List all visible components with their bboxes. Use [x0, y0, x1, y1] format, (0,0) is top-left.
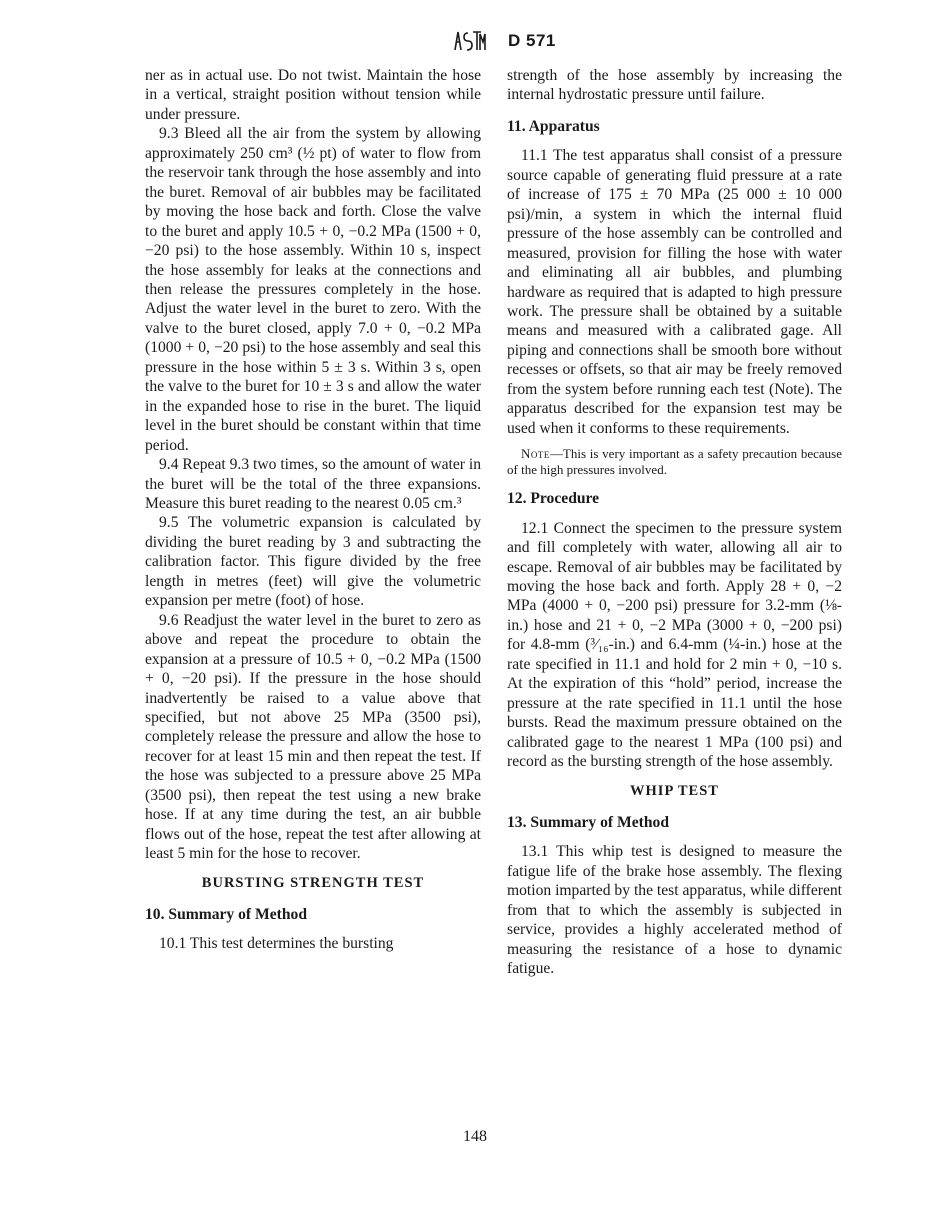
astm-logo-icon — [452, 28, 486, 54]
paragraph-9-4: 9.4 Repeat 9.3 two times, so the amount of water in the buret will be the total of the three expansions. Measure this buret reading to the nearest 0.05 cm.³ — [145, 456, 481, 512]
note-text: —This is very important as a safety precaution because of the high pressures involved. — [507, 446, 842, 477]
note-label: Note — [521, 446, 550, 462]
paragraph-9-5: 9.5 The volumetric expansion is calculated by dividing the buret reading by 3 and subtracting the calibration factor. This figure divided by the free length in metres (feet) will give the volumetric expansion per metre (foot) of hose. — [145, 514, 481, 610]
document-id: D 571 — [508, 31, 556, 50]
left-column — [145, 66, 481, 954]
bursting-strength-heading: BURSTING STRENGTH TEST — [201, 874, 425, 891]
paragraph-10-1: 10.1 This test determines the bursting — [159, 935, 394, 953]
paragraph-10-1-continued: strength of the hose assembly by increasing the internal hydrostatic pressure until failure. — [507, 67, 842, 104]
section-11-heading: 11. Apparatus — [507, 117, 600, 135]
section-10-heading: 10. Summary of Method — [145, 906, 307, 924]
section-13-heading: 13. Summary of Method — [507, 813, 669, 831]
paragraph-9-6: 9.6 Readjust the water level in the buret to zero as above and repeat the procedure to obtain the expansion at a pressure of 10.5 + 0, −0.2 MPa (1500 + 0, −20 psi). If the pressure in the hose should inadvertently be raised to a value above that specified, but not above 25 MPa (3500 psi), completely release the pressure and allow the hose to recover for at least 15 min and then repeat the test. If the hose was subjected to a pressure above 25 MPa (3500 psi), then repeat the test using a new brake hose. If at any time during the test, an air bubble flows out of the hose, repeat the test after allowing at least 5 min for the hose to recover. — [145, 611, 481, 863]
section-12-heading: 12. Procedure — [507, 490, 600, 508]
page-header — [0, 28, 950, 58]
whip-test-heading: WHIP TEST — [630, 782, 719, 799]
right-column — [507, 66, 842, 979]
paragraph-12-1: 12.1 Connect the specimen to the pressure system and fill completely with water, allowing all air to escape. Removal of air bubbles may be facilitated by moving the hose back and forth. Apply 28 + 0, −2 MPa (4000 + 0, −200 psi) pressure for 3.2-mm (⅛-in.) hose and 21 + 0, −2 MPa (3000 + 0, −200 psi) for 4.8-mm (³⁄₁₆-in.) and 6.4-mm (¼-in.) hose at the rate specified in 11.1 and hold for 2 min + 0, −10 s. At the expiration of this “hold” period, increase the pressure at the rate specified in 11.1 until the hose bursts. Read the maximum pressure obtained on the calibrated gage to the nearest 1 MPa (100 psi) and record as the bursting strength of the hose assembly. — [507, 519, 842, 771]
paragraph-13-1: 13.1 This whip test is designed to measure the fatigue life of the brake hose assembly. The flexing motion imparted by the test apparatus, while different from that to which the assembly is subjected in service, provides a highly accelerated method of measuring the resistance of a hose to dynamic fatigue. — [507, 843, 842, 978]
paragraph-11-1: 11.1 The test apparatus shall consist of a pressure source capable of generating fluid pressure at a rate of increase of 175 ± 70 MPa (25 000 ± 10 000 psi)/min, a system in which the internal fluid pressure of the hose assembly can be controlled and measured, provision for filling the hose with water and eliminating all air bubbles, and plumbing hardware as required that is adapted to high pressure work. The pressure shall be obtained by a suitable means and measured with a calibrated gage. All piping and connections shall be smooth bore without recesses or offsets, so that air may be freely removed from the system before running each test (Note). The apparatus described for the expansion test may be used when it conforms to these requirements. — [507, 147, 842, 437]
safety-note — [507, 446, 842, 477]
page-number: 148 — [463, 1128, 487, 1145]
paragraph-9-3: 9.3 Bleed all the air from the system by allowing approximately 250 cm³ (½ pt) of water to flow from the reservoir tank through the hose assembly and into the buret. Removal of air bubbles may be facilitated by moving the hose back and forth. Close the valve to the buret and apply 10.5 + 0, −0.2 MPa (1500 + 0, −20 psi) to the hose assembly. Within 10 s, inspect the hose assembly for leaks at the connections and then release the pressures completely in the hose. Adjust the water level in the buret to zero. With the valve to the buret closed, apply 7.0 + 0, −0.2 MPa (1000 + 0, −20 psi) to the hose assembly and seal this pressure in the hose within 5 ± 3 s. Within 3 s, open the valve to the buret for 10 ± 3 s and allow the water in the expanded hose to rise in the buret. The liquid level in the buret should be constant within that time period. — [145, 125, 481, 454]
paragraph-9-2-continued: ner as in actual use. Do not twist. Maintain the hose in a vertical, straight position without tension while under pressure. — [145, 67, 481, 123]
